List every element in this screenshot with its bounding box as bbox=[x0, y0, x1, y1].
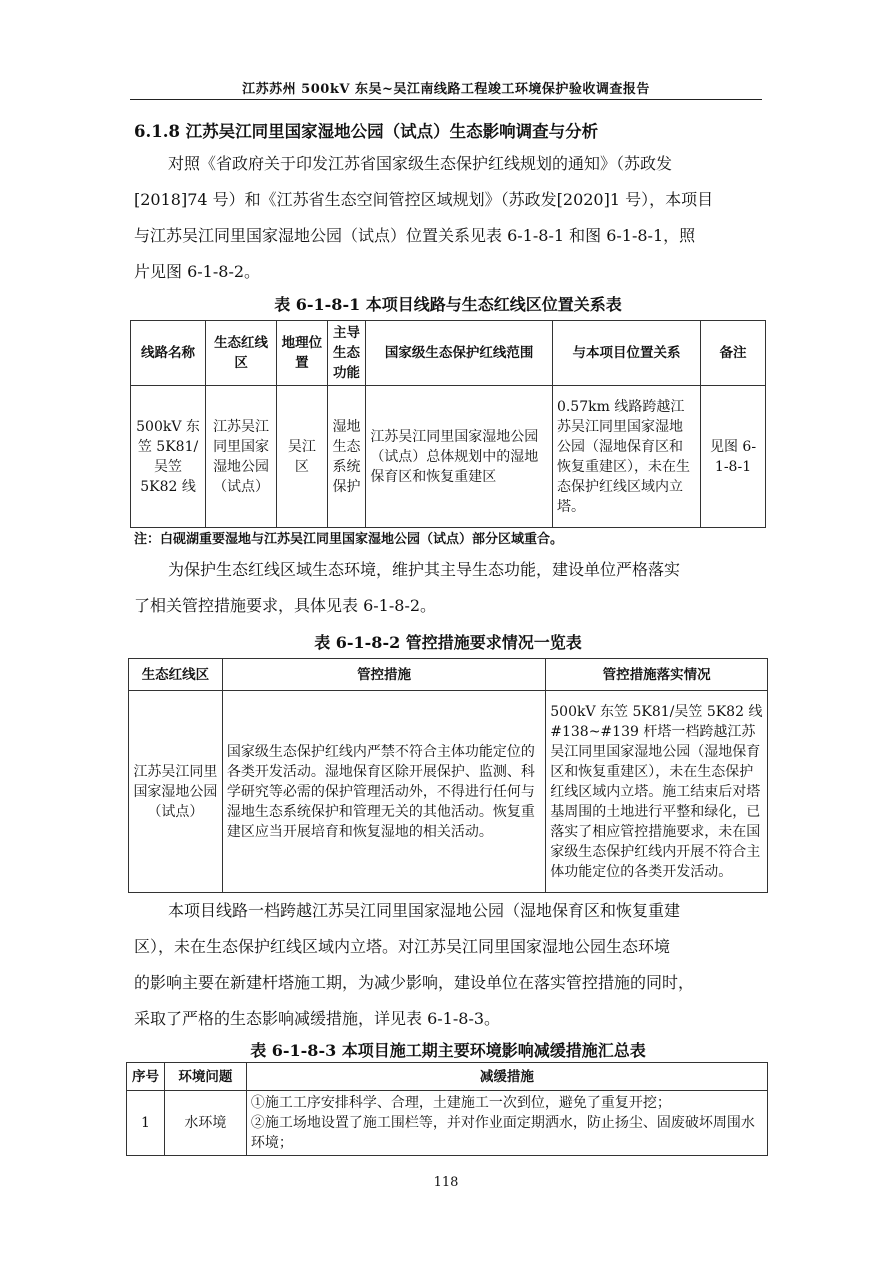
table-control-measures bbox=[128, 658, 768, 893]
column-header: 序号 bbox=[127, 1063, 165, 1091]
column-header: 地理位置 bbox=[277, 321, 328, 386]
cell-issue: 水环境 bbox=[164, 1091, 246, 1156]
column-header: 主导生态功能 bbox=[327, 321, 366, 386]
cell-redline-area: 江苏吴江同里国家湿地公园（试点） bbox=[206, 386, 277, 528]
paragraph-line: [2018]74 号）和《江苏省生态空间管控区域规划》（苏政发[2020]1 号），本项目 bbox=[134, 190, 714, 209]
paragraph-line: 的影响主要在新建杆塔施工期，为减少影响，建设单位在落实管控措施的同时， bbox=[134, 973, 695, 992]
column-header: 国家级生态保护红线范围 bbox=[366, 321, 553, 386]
cell-relation: 0.57km 线路跨越江苏吴江同里国家湿地公园（湿地保育区和恢复重建区），未在生态保护红线区域内立塔。 bbox=[552, 386, 700, 528]
column-header: 生态红线区 bbox=[206, 321, 277, 386]
paragraph-line: 区），未在生态保护红线区域内立塔。对江苏吴江同里国家湿地公园生态环境 bbox=[134, 937, 671, 956]
paragraph-line: 采取了严格的生态影响减缓措施，详见表 6-1-8-3。 bbox=[134, 1009, 501, 1028]
paragraph-line: 了相关管控措施要求，具体见表 6-1-8-2。 bbox=[134, 596, 437, 615]
column-header: 环境问题 bbox=[164, 1063, 246, 1091]
column-header: 备注 bbox=[701, 321, 766, 386]
column-header: 管控措施 bbox=[222, 659, 545, 691]
table-mitigation-summary bbox=[126, 1062, 768, 1156]
cell-number: 1 bbox=[127, 1091, 165, 1156]
section-title: 6.1.8 江苏吴江同里国家湿地公园（试点）生态影响调查与分析 bbox=[134, 122, 599, 141]
table3-caption: 表 6-1-8-3 本项目施工期主要环境影响减缓措施汇总表 bbox=[250, 1041, 646, 1060]
paragraph-line: 对照《省政府关于印发江苏省国家级生态保护红线规划的通知》（苏政发 bbox=[168, 154, 673, 173]
column-header: 减缓措施 bbox=[246, 1063, 767, 1091]
table-row bbox=[131, 386, 766, 528]
cell-implementation: 500kV 东笠 5K81/吴笠 5K82 线#138~#139 杆塔一档跨越江苏吴江同里国家湿地公园（湿地保育区和恢复重建区），未在生态保护红线区域内立塔。施工结束后对塔基周围的土地进行平整和绿化，已落实了相应管控措施要求，未在国家级生态保护红线内开展不符合主体功能定位的各类开发活动。 bbox=[546, 691, 768, 893]
cell-function: 湿地生态系统保护 bbox=[327, 386, 366, 528]
cell-area: 江苏吴江同里国家湿地公园（试点） bbox=[129, 691, 223, 893]
cell-mitigation bbox=[246, 1091, 767, 1156]
table2-caption: 表 6-1-8-2 管控措施要求情况一览表 bbox=[314, 633, 582, 652]
cell-measures: 国家级生态保护红线内严禁不符合主体功能定位的各类开发活动。湿地保育区除开展保护、监测、科学研究等必需的保护管理活动外，不得进行任何与湿地生态系统保护和管理无关的其他活动。恢复重建区应当开展培育和恢复湿地的相关活动。 bbox=[222, 691, 545, 893]
paragraph-line: 片见图 6-1-8-2。 bbox=[134, 262, 261, 281]
running-header: 江苏苏州 500kV 东吴~吴江南线路工程竣工环境保护验收调查报告 bbox=[242, 82, 650, 97]
paragraph-control bbox=[134, 552, 764, 624]
mitigation-item: ①施工工序安排科学、合理，土建施工一次到位，避免了重复开挖； bbox=[250, 1095, 671, 1111]
table-row bbox=[127, 1091, 768, 1156]
cell-scope: 江苏吴江同里国家湿地公园（试点）总体规划中的湿地保育区和恢复重建区 bbox=[366, 386, 553, 528]
table1-note: 注：白砚湖重要湿地与江苏吴江同里国家湿地公园（试点）部分区域重合。 bbox=[134, 532, 564, 547]
header-rule bbox=[130, 99, 762, 100]
column-header: 生态红线区 bbox=[129, 659, 223, 691]
mitigation-item: ②施工场地设置了施工围栏等，并对作业面定期洒水，防止扬尘、固废破坏周围水环境； bbox=[250, 1115, 755, 1151]
paragraph-line: 与江苏吴江同里国家湿地公园（试点）位置关系见表 6-1-8-1 和图 6-1-8-1，照 bbox=[134, 226, 696, 245]
table-row bbox=[129, 691, 768, 893]
column-header: 管控措施落实情况 bbox=[546, 659, 768, 691]
cell-remark: 见图 6-1-8-1 bbox=[701, 386, 766, 528]
paragraph-intro bbox=[134, 146, 764, 290]
column-header: 与本项目位置关系 bbox=[552, 321, 700, 386]
table-header-row bbox=[127, 1063, 768, 1091]
cell-location: 吴江区 bbox=[277, 386, 328, 528]
page-number: 118 bbox=[433, 1175, 459, 1190]
cell-line-name: 500kV 东笠 5K81/吴笠 5K82 线 bbox=[131, 386, 206, 528]
paragraph-mitigation bbox=[134, 893, 764, 1037]
table-redline-relation bbox=[130, 320, 766, 528]
column-header: 线路名称 bbox=[131, 321, 206, 386]
paragraph-line: 为保护生态红线区域生态环境，维护其主导生态功能，建设单位严格落实 bbox=[168, 560, 681, 579]
table-header-row bbox=[131, 321, 766, 386]
table1-caption: 表 6-1-8-1 本项目线路与生态红线区位置关系表 bbox=[274, 295, 622, 314]
table-header-row bbox=[129, 659, 768, 691]
paragraph-line: 本项目线路一档跨越江苏吴江同里国家湿地公园（湿地保育区和恢复重建 bbox=[168, 901, 681, 920]
